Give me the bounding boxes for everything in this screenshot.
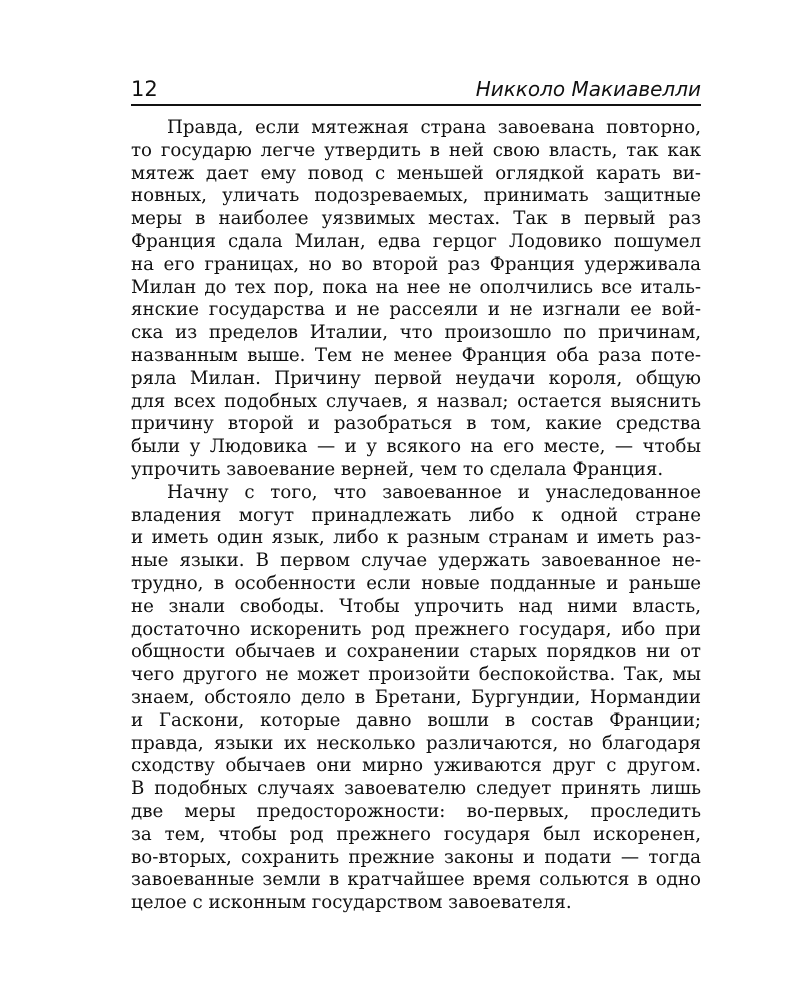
paragraph [131, 482, 701, 915]
text-line: Начну с того, что завоеванное и унаследованное [167, 481, 701, 503]
page-number: 12 [131, 77, 158, 101]
text-line: В подобных случаях завоевателю следует принять лишь [131, 778, 701, 800]
text-line: причину второй и разобраться в том, какие средства [131, 413, 701, 435]
text-line: и иметь один язык, либо к разным странам и иметь раз- [131, 527, 701, 549]
text-line: целое с исконным государством завоевателя. [131, 892, 572, 914]
text-line: трудно, в особенности если новые подданные и раньше [131, 572, 701, 594]
text-line: меры в наиболее уязвимых местах. Так в первый раз [131, 208, 701, 230]
text-line: мятеж дает ему повод с меньшей оглядкой карать ви- [131, 162, 701, 184]
text-line: завоеванные земли в кратчайшее время сольются в одно [131, 869, 701, 891]
text-line: ска из пределов Италии, что произошло по причинам, [131, 322, 701, 344]
text-line: сходству обычаев они мирно уживаются друг с другом. [131, 755, 701, 777]
text-line: чего другого не может произойти беспокойства. Так, мы [131, 664, 701, 686]
text-line: то государю легче утвердить в ней свою власть, так как [131, 139, 701, 161]
text-line: за тем, чтобы род прежнего государя был искоренен, [131, 823, 701, 845]
running-head-author: Никколо Макиавелли [475, 77, 701, 101]
body-text [131, 117, 701, 915]
text-line: упрочить завоевание верней, чем то сделала Франция. [131, 458, 664, 480]
header-rule [131, 104, 701, 106]
text-line: знаем, обстояло дело в Бретани, Бургундии, Нормандии [131, 686, 701, 708]
text-line: ряла Милан. Причину первой неудачи короля, общую [131, 367, 701, 389]
text-line: общности обычаев и сохранении старых порядков ни от [131, 641, 701, 663]
text-line: Франция сдала Милан, едва герцог Лодовико пошумел [131, 230, 701, 252]
text-line: для всех подобных случаев, я назвал; остается выяснить [131, 390, 701, 412]
text-line: Милан до тех пор, пока на нее не ополчились все италь- [131, 276, 701, 298]
page-header [131, 76, 701, 102]
text-line: достаточно искоренить род прежнего государя, ибо при [131, 618, 701, 640]
text-line: две меры предосторожности: во-первых, проследить [131, 800, 701, 822]
text-line: были у Людовика — и у всякого на его месте, — чтобы [131, 436, 701, 458]
text-line: не знали свободы. Чтобы упрочить над ними власть, [131, 595, 701, 617]
text-line: новных, уличать подозреваемых, принимать защитные [131, 185, 701, 207]
text-line: и Гаскони, которые давно вошли в состав Франции; [131, 709, 701, 731]
text-line: янские государства и не рассеяли и не изгнали ее вой- [131, 299, 701, 321]
text-line: Правда, если мятежная страна завоевана повторно, [167, 117, 701, 138]
paragraph [131, 117, 701, 482]
paragraphs [131, 117, 701, 915]
text-line: ные языки. В первом случае удержать завоеванное не- [131, 550, 701, 572]
text-line: на его границах, но во второй раз Франция удерживала [131, 253, 701, 275]
text-line: правда, языки их несколько различаются, но благодаря [131, 732, 701, 754]
text-line: названным выше. Тем не менее Франция оба раза поте- [131, 344, 701, 366]
text-line: во-вторых, сохранить прежние законы и подати — тогда [131, 846, 701, 868]
text-line: владения могут принадлежать либо к одной стране [131, 504, 701, 526]
